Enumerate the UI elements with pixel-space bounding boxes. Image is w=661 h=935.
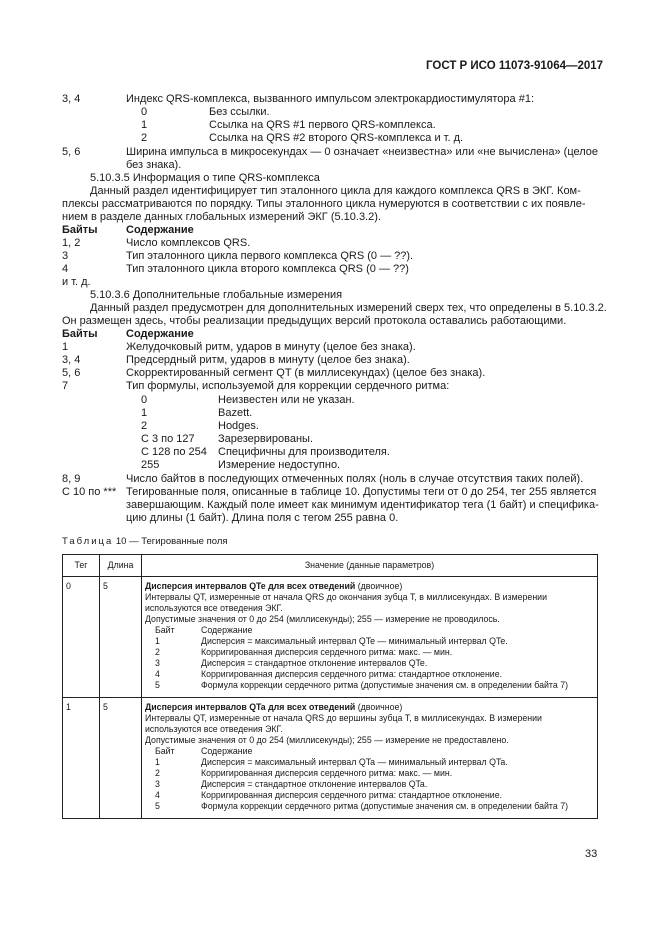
field-title <box>145 581 594 592</box>
sub-value: Ссылка на QRS #2 второго QRS-комплекса и т. д. <box>209 132 464 144</box>
cell-tag: 1 <box>63 698 100 819</box>
row-num: 3, 4 <box>62 93 81 105</box>
etc-note: и т. д. <box>62 276 91 288</box>
row-num: 3, 4 <box>62 354 81 366</box>
field-desc: Интервалы QT, измеренные от начала QRS до окончания зубца T, в миллисекундах. В измерении <box>145 592 548 602</box>
row-text: завершающим. Каждый поле имеет как минимум идентификатор тега (1 байт) и специфика- <box>126 499 599 511</box>
paragraph-line: Данный раздел предусмотрен для дополнительных измерений сверх тех, что определены в 5.10.3.2. <box>90 302 607 314</box>
field-title-bold: Дисперсия интервалов QTe для всех отведений <box>145 581 356 591</box>
header-length: Длина <box>100 555 142 577</box>
sub-item-text: Корригированная дисперсия сердечного ритма: стандартное отклонение. <box>201 669 503 679</box>
row-num: 5, 6 <box>62 367 81 379</box>
row-text: Число комплексов QRS. <box>126 237 251 249</box>
sub-item <box>145 647 594 658</box>
tagged-fields-table <box>62 554 598 819</box>
row-text: Тип эталонного цикла первого комплекса QRS (0 — ??). <box>126 250 414 262</box>
formula-key: 255 <box>141 459 160 471</box>
row-num: 4 <box>62 263 69 275</box>
cell-value <box>142 698 598 819</box>
formula-value: Измерение недоступно. <box>218 459 341 471</box>
sub-item-text: Корригированная дисперсия сердечного ритма: стандартное отклонение. <box>201 790 503 800</box>
row-text: без знака). <box>126 159 182 171</box>
row-num: 3 <box>62 250 69 262</box>
paragraph-line: нием в разделе данных глобальных измерений ЭКГ (5.10.3.2). <box>62 211 381 223</box>
sub-item-text: Дисперсия = максимальный интервал QTa — минимальный интервал QTa. <box>201 757 508 767</box>
sub-item-byte: 3 <box>155 658 160 668</box>
column-header-content: Содержание <box>126 224 194 236</box>
column-header-bytes: Байты <box>62 224 98 236</box>
field-title-suffix: (двоичное) <box>355 581 403 591</box>
row-text: Скорректированный сегмент QT (в миллисекундах) (целое без знака). <box>126 367 486 379</box>
cell-length: 5 <box>100 577 142 698</box>
paragraph-line: Он размещен здесь, чтобы реализации предыдущих версий протокола оставались работающими. <box>62 315 567 327</box>
formula-value: Неизвестен или не указан. <box>218 394 355 406</box>
sub-item <box>145 768 594 779</box>
sub-item <box>145 658 594 669</box>
row-num: 1, 2 <box>62 237 81 249</box>
sub-item <box>145 779 594 790</box>
paragraph-line: плексы рассматриваются по порядку. Типы эталонного цикла нумеруются в соответствии с их появле- <box>62 198 586 210</box>
field-desc: Интервалы QT, измеренные от начала QRS до вершины зубца T, в миллисекундах. В измерении <box>145 713 542 723</box>
sub-header <box>145 625 594 636</box>
formula-value: Bazett. <box>218 407 253 419</box>
field-title-suffix: (двоичное) <box>355 702 403 712</box>
row-text: Предсердный ритм, ударов в минуту (целое без знака). <box>126 354 410 366</box>
sub-item-byte: 1 <box>155 757 160 767</box>
field-title-bold: Дисперсия интервалов QTa для всех отведений <box>145 702 356 712</box>
sub-item-byte: 4 <box>155 669 160 679</box>
sub-item-byte: 1 <box>155 636 160 646</box>
header-tag: Тег <box>63 555 100 577</box>
section-heading: 5.10.3.5 Информация о типе QRS-комплекса <box>90 172 320 184</box>
row-text: Число байтов в последующих отмеченных полях (ноль в случае отсутствия таких полей). <box>126 473 584 485</box>
field-title <box>145 702 594 713</box>
table-caption-prefix: Таблица <box>62 536 114 547</box>
sub-value: Ссылка на QRS #1 первого QRS-комплекса. <box>209 119 436 131</box>
sub-header <box>145 746 594 757</box>
row-text: Ширина импульса в микросекундах — 0 означает «неизвестна» или «не вычислена» (целое <box>126 146 599 158</box>
table-caption-title: 10 — Тегированные поля <box>115 536 228 547</box>
sub-item-text: Дисперсия = стандартное отклонение интервалов QTa. <box>201 779 428 789</box>
row-num: 8, 9 <box>62 473 81 485</box>
document-header: ГОСТ Р ИСО 11073-91064—2017 <box>426 60 604 72</box>
sub-header-byte: Байт <box>155 746 175 756</box>
sub-value: Без ссылки. <box>209 106 270 118</box>
sub-key: 2 <box>141 132 148 144</box>
row-text: Индекс QRS-комплекса, вызванного импульсом электрокардиостимулятора #1: <box>126 93 535 105</box>
column-header-bytes: Байты <box>62 328 98 340</box>
row-text: Тип эталонного цикла второго комплекса QRS (0 — ??) <box>126 263 409 275</box>
paragraph-line: Данный раздел идентифицирует тип эталонного цикла для каждого комплекса QRS в ЭКГ. Ком- <box>90 185 581 197</box>
sub-item-byte: 2 <box>155 768 160 778</box>
sub-item <box>145 801 594 812</box>
sub-item <box>145 790 594 801</box>
sub-item <box>145 636 594 647</box>
formula-key: 0 <box>141 394 148 406</box>
row-text: Тип формулы, используемой для коррекции сердечного ритма: <box>126 380 450 392</box>
sub-header-content: Содержание <box>201 746 253 756</box>
sub-item-text: Формула коррекции сердечного ритма (допустимые значения см. в определении байта 7) <box>201 680 569 690</box>
cell-value <box>142 577 598 698</box>
page-number: 33 <box>585 848 598 860</box>
field-desc: Допустимые значения от 0 до 254 (миллисекунды); 255 — измерение не проводилось. <box>145 614 500 624</box>
formula-key: С 3 по 127 <box>141 433 195 445</box>
table-caption <box>62 536 228 547</box>
field-desc: используются все отведения ЭКГ. <box>145 724 283 734</box>
sub-item <box>145 680 594 691</box>
formula-key: С 128 по 254 <box>141 446 207 458</box>
row-num: 5, 6 <box>62 146 81 158</box>
column-header-content: Содержание <box>126 328 194 340</box>
cell-length: 5 <box>100 698 142 819</box>
row-text: Тегированные поля, описанные в таблице 10. Допустимы теги от 0 до 254, тег 255 является <box>126 486 597 498</box>
cell-tag: 0 <box>63 577 100 698</box>
sub-item-byte: 5 <box>155 680 160 690</box>
field-desc: используются все отведения ЭКГ. <box>145 603 283 613</box>
row-num: 1 <box>62 341 69 353</box>
sub-item-text: Формула коррекции сердечного ритма (допустимые значения см. в определении байта 7) <box>201 801 569 811</box>
row-num: 7 <box>62 380 69 392</box>
formula-value: Специфичны для производителя. <box>218 446 390 458</box>
field-desc: Допустимые значения от 0 до 254 (миллисекунды); 255 — измерение не предоставлено. <box>145 735 509 745</box>
row-num: С 10 по *** <box>62 486 117 498</box>
table-row <box>63 577 598 698</box>
sub-item-text: Дисперсия = стандартное отклонение интервалов QTe. <box>201 658 428 668</box>
row-text: Желудочковый ритм, ударов в минуту (целое без знака). <box>126 341 416 353</box>
sub-item-byte: 4 <box>155 790 160 800</box>
formula-key: 1 <box>141 407 148 419</box>
sub-header-content: Содержание <box>201 625 253 635</box>
section-heading: 5.10.3.6 Дополнительные глобальные измерения <box>90 289 343 301</box>
sub-item-text: Корригированная дисперсия сердечного ритма: макс. — мин. <box>201 768 453 778</box>
sub-item-byte: 5 <box>155 801 160 811</box>
formula-value: Hodges. <box>218 420 259 432</box>
sub-key: 0 <box>141 106 148 118</box>
sub-item-byte: 3 <box>155 779 160 789</box>
row-text: цию длины (1 байт). Длина поля с тегом 255 равна 0. <box>126 512 399 524</box>
sub-key: 1 <box>141 119 148 131</box>
sub-item-byte: 2 <box>155 647 160 657</box>
formula-key: 2 <box>141 420 148 432</box>
formula-value: Зарезервированы. <box>218 433 314 445</box>
sub-item-text: Корригированная дисперсия сердечного ритма: макс. — мин. <box>201 647 453 657</box>
sub-item <box>145 757 594 768</box>
header-value: Значение (данные параметров) <box>142 555 598 577</box>
sub-header-byte: Байт <box>155 625 175 635</box>
table-header-row <box>63 555 598 577</box>
table-row <box>63 698 598 819</box>
sub-item-text: Дисперсия = максимальный интервал QTe — минимальный интервал QTe. <box>201 636 508 646</box>
sub-item <box>145 669 594 680</box>
